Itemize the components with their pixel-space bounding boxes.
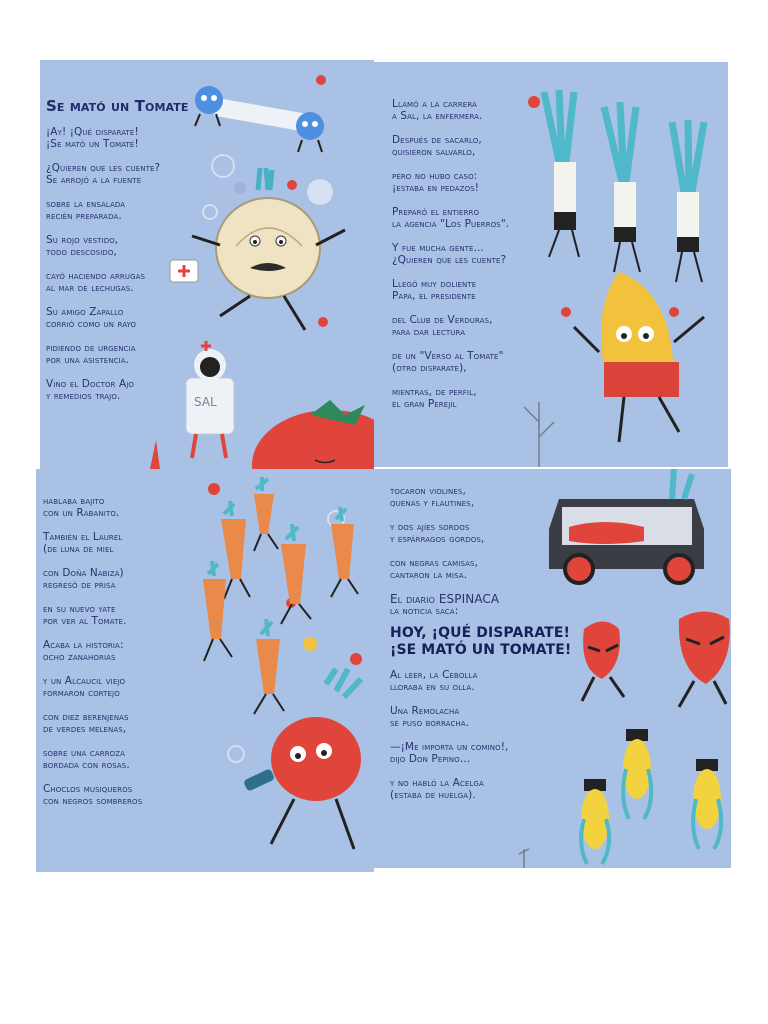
poem-line: lloraba en su olla.: [390, 681, 475, 693]
salt-label: SAL: [194, 395, 217, 409]
poem-line: regresó de prisa: [43, 579, 116, 591]
poem-line: ocho zanahorias: [43, 651, 116, 663]
poem-line: ¿Quieren que les cuente?: [46, 162, 161, 174]
poem-line: por ver al Tomate.: [43, 615, 127, 627]
stanza: [392, 314, 542, 338]
stanza: [392, 278, 542, 302]
stanza: [390, 557, 560, 581]
poem-line: se puso borracha.: [390, 717, 470, 729]
poem-line: quisieron salvarlo,: [392, 146, 476, 158]
newspaper-intro: [390, 593, 560, 617]
poem-line: formaron cortejo: [43, 687, 120, 699]
hearse-car-icon: [549, 469, 704, 583]
poem-line: Su amigo Zapallo: [46, 306, 124, 318]
stanza: [390, 485, 560, 509]
stanza: [390, 777, 560, 801]
stanza: [43, 567, 193, 591]
leek-character-icon: [604, 102, 640, 272]
stanza: [43, 531, 193, 555]
carrot-character-icon: [254, 619, 284, 714]
poem-line: bordada con rosas.: [43, 759, 130, 771]
poem-line: Llamó a la carrera: [392, 98, 477, 110]
poem-line: Una Remolacha: [390, 705, 460, 717]
stanza: [43, 783, 193, 807]
poem-line: la noticia saca:: [390, 605, 459, 617]
poem-line: con Doña Nabiza): [43, 567, 124, 579]
poem-line: y no habló la Acelga: [390, 777, 484, 789]
poem-line: sobre la ensalada: [46, 198, 126, 210]
poem-line: Su rojo vestido,: [46, 234, 119, 246]
pill-character-right-icon: [296, 112, 324, 152]
poem-line: Acaba la historia:: [43, 639, 124, 651]
poem-line: Después de sacarlo,: [392, 134, 482, 146]
newspaper-headline: HOY, ¡QUÉ DISPARATE! ¡SE MATÓ UN TOMATE!: [390, 625, 572, 658]
pill-character-left-icon: [195, 86, 223, 126]
poem-line: todo descosido,: [46, 246, 117, 258]
poem-line: corrió como un rayo: [46, 318, 137, 330]
poem-line: Llegó muy doliente: [392, 278, 477, 290]
corn-musician-icon: [581, 779, 609, 864]
poem-line: cayó haciendo arrugas: [46, 270, 146, 282]
poem-title: Se mató un Tomate: [46, 97, 189, 115]
poem-line: al mar de lechugas.: [46, 282, 134, 294]
poem-line: de un "Verso al Tomate": [392, 350, 504, 362]
poem-line: Se arrojó a la fuente: [46, 174, 142, 186]
poem-line: mientras, de perfil,: [392, 386, 477, 398]
book-page-1: [40, 60, 374, 469]
poem-line: con un Rabanito.: [43, 507, 120, 519]
stanza: [46, 126, 196, 150]
poem-line: y un Alcaucil viejo: [43, 675, 126, 687]
poem-line: (otro disparate),: [392, 362, 467, 374]
poem-line: y dos ajíes sordos: [390, 521, 470, 533]
poem-line: de verdes melenas,: [43, 723, 127, 735]
carrot-character-icon: [281, 524, 311, 624]
corn-musician-icon: [693, 759, 721, 849]
poem-line: cantaron la misa.: [390, 569, 468, 581]
poem-line: quenas y flautines,: [390, 497, 475, 509]
poem-line: por una asistencia.: [46, 354, 130, 366]
poem-line: la agencia "Los Puerros".: [392, 218, 510, 230]
poem-line: el gran Perejil: [392, 398, 457, 410]
stanza: [43, 639, 193, 663]
poem-line: (estaba de huelga).: [390, 789, 476, 801]
stanza: [46, 234, 196, 258]
leek-character-icon: [544, 90, 579, 257]
poem-line: para dar lectura: [392, 326, 466, 338]
stanza: [43, 711, 193, 735]
poem-line: sobre una carroza: [43, 747, 126, 759]
poem-line: Y fue mucha gente...: [392, 242, 484, 254]
poem-line: También el Laurel: [43, 531, 123, 543]
book-page-2: [374, 62, 728, 467]
poem-line: Papa, el presidente: [392, 290, 476, 302]
stanza: [392, 206, 542, 230]
carrot-character-icon: [254, 477, 278, 551]
poem-line: Preparó el entierro: [392, 206, 480, 218]
book-page-4: [374, 469, 731, 868]
stanza: [43, 495, 193, 519]
poem-line: con negras camisas,: [390, 557, 479, 569]
corn-musician-icon: [623, 729, 651, 819]
leek-character-icon: [672, 120, 704, 282]
poem-line: tocaron violines,: [390, 485, 466, 497]
poem-line: Al leer, la Cebolla: [390, 669, 478, 681]
poem-line: —¡Me importa un comino!,: [390, 741, 509, 753]
poem-line: Choclos musiqueros: [43, 783, 133, 795]
stanza: [392, 350, 542, 374]
poem-line: con diez berenjenas: [43, 711, 129, 723]
carrot-character-icon: [203, 561, 232, 661]
poem-line: en su nuevo yate: [43, 603, 116, 615]
stanza: [392, 98, 542, 122]
poem-line: hablaba bajito: [43, 495, 105, 507]
book-page-3: [36, 469, 374, 872]
stanza: [46, 162, 196, 186]
dead-tomato-icon: [252, 400, 374, 469]
stanza: [46, 270, 196, 294]
poem-line: ¡Ay! ¡Qué disparate!: [46, 126, 139, 138]
stanza: [390, 669, 560, 693]
stanza: [390, 741, 560, 765]
poem-line: ¿Quieren que les cuente?: [392, 254, 507, 266]
page-1-poem: [46, 97, 196, 414]
poem-line: dijo Don Pepino...: [390, 753, 471, 765]
stanza: [390, 705, 560, 729]
poem-line: y espárragos gordos,: [390, 533, 485, 545]
stanza: [392, 386, 542, 410]
poem-line: ¡Se mató un Tomate!: [46, 138, 139, 150]
stanza: [390, 521, 560, 545]
poem-line: con negros sombreros: [43, 795, 143, 807]
poem-line: y remedios trajo.: [46, 390, 121, 402]
stanza: [46, 378, 196, 402]
poem-line: recién preparada.: [46, 210, 122, 222]
poem-line: pero no hubo caso:: [392, 170, 478, 182]
stanza: [392, 242, 542, 266]
page-4-poem: [390, 485, 572, 813]
stanza: [46, 342, 196, 366]
stanza: [46, 198, 196, 222]
stanza: [43, 747, 193, 771]
poem-line: a Sal, la enfermera.: [392, 110, 483, 122]
pepper-character-icon: [679, 612, 730, 708]
stanza: [43, 603, 193, 627]
pepper-character-icon: [582, 622, 624, 702]
page-2-poem: [392, 98, 542, 422]
poem-line: pidiendo de urgencia: [46, 342, 136, 354]
poem-line: del Club de Verduras,: [392, 314, 493, 326]
poem-line: Vino el Doctor Ajo: [46, 378, 135, 390]
poem-line: ¡estaba en pedazos!: [392, 182, 480, 194]
stanza: [392, 170, 542, 194]
poem-line: El diario ESPINACA: [390, 592, 500, 606]
stanza: [43, 675, 193, 699]
stanza: [392, 134, 542, 158]
page-3-poem: [43, 495, 193, 819]
poem-line: (de luna de miel: [43, 543, 114, 555]
pumpkin-character-icon: [574, 272, 704, 442]
beet-character-icon: [243, 669, 361, 849]
stanza: [46, 306, 196, 330]
